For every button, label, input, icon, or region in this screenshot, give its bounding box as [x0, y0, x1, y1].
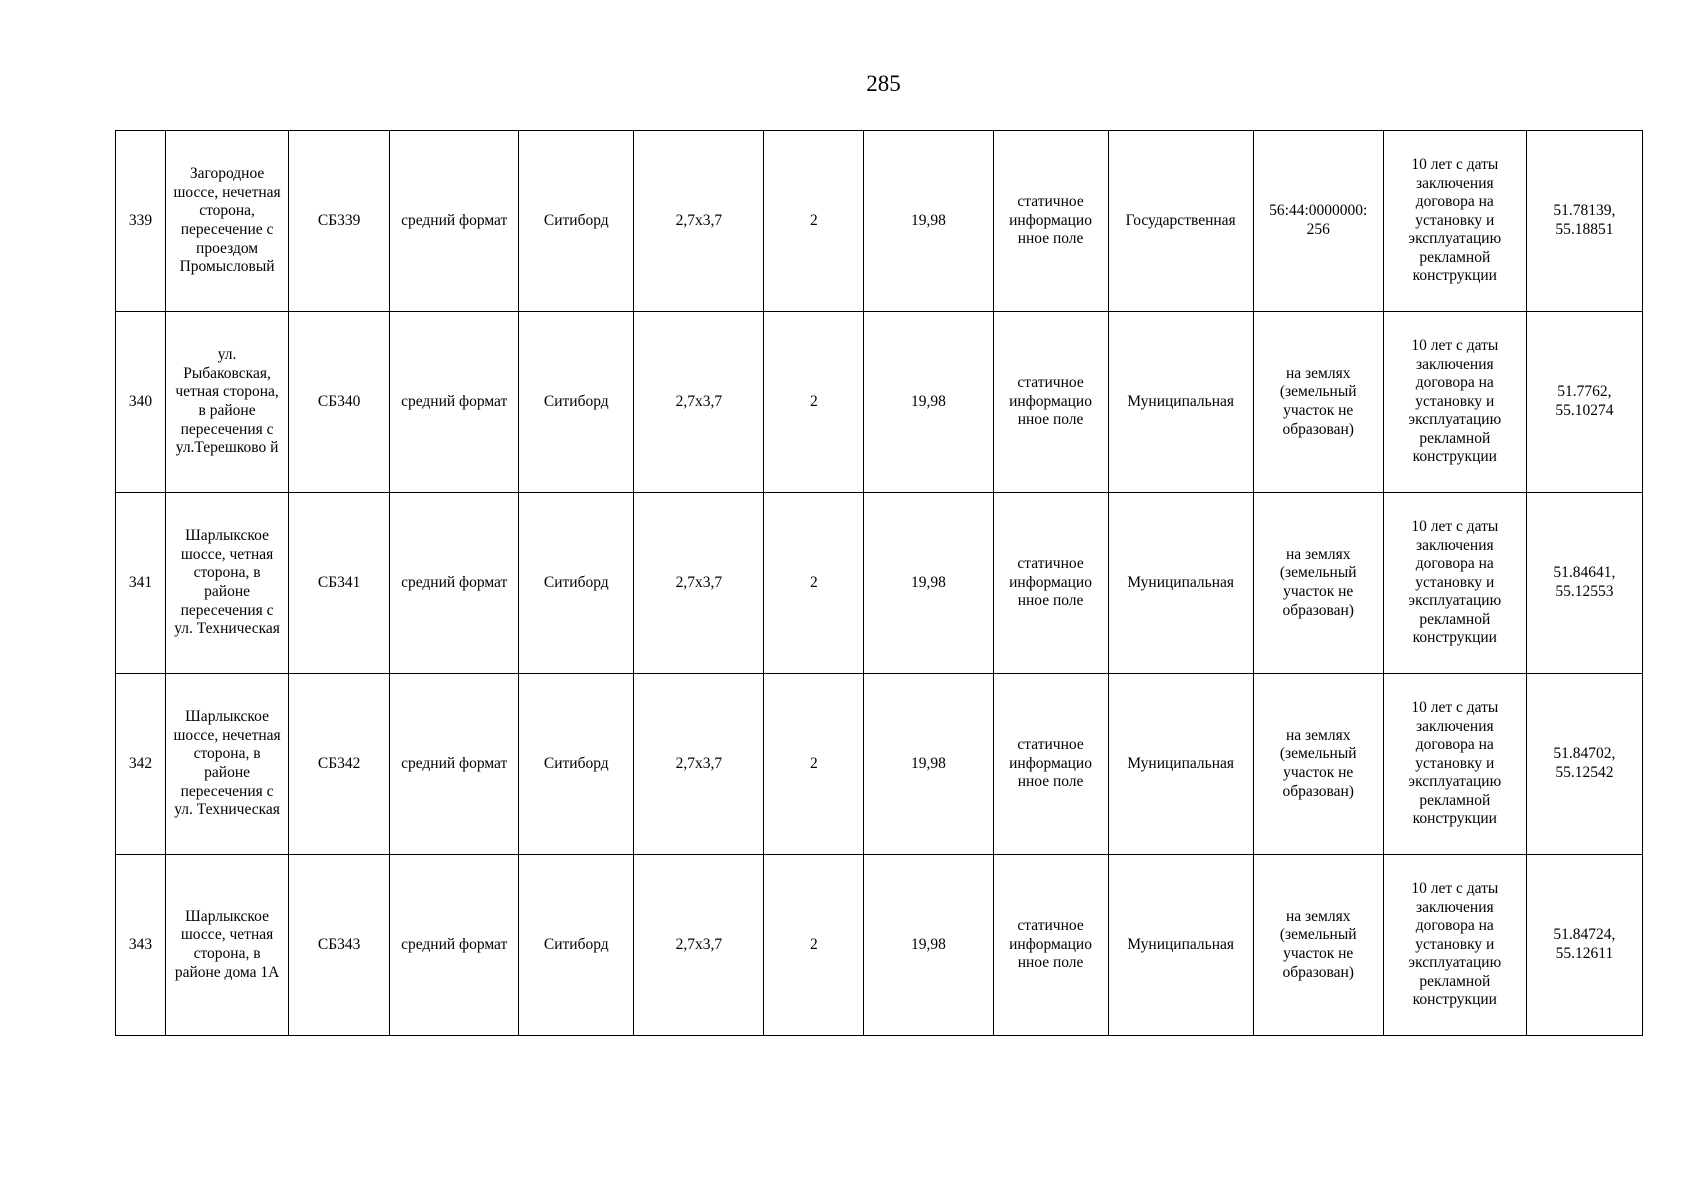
- coordinates-cell: 51.84641, 55.12553: [1526, 493, 1642, 674]
- area-cell: 19,98: [864, 131, 993, 312]
- info-field-cell: статичное информацио нное поле: [993, 131, 1108, 312]
- row-number: 343: [116, 855, 166, 1036]
- coordinates-cell: 51.78139, 55.18851: [1526, 131, 1642, 312]
- row-number: 341: [116, 493, 166, 674]
- format-cell: средний формат: [390, 131, 519, 312]
- address-cell: ул. Рыбаковская, четная сторона, в районе пересечения с ул.Терешково й: [166, 312, 289, 493]
- structure-code-cell: СБ340: [289, 312, 390, 493]
- ownership-cell: Муниципальная: [1108, 674, 1253, 855]
- sides-count-cell: 2: [764, 674, 864, 855]
- ad-structures-table: [115, 130, 1643, 1036]
- size-cell: 2,7x3,7: [634, 493, 764, 674]
- structure-type-cell: Ситиборд: [519, 493, 634, 674]
- structure-code-cell: СБ339: [289, 131, 390, 312]
- cadastre-cell: 56:44:0000000: 256: [1253, 131, 1383, 312]
- info-field-cell: статичное информацио нное поле: [993, 855, 1108, 1036]
- cadastre-cell: на землях (земельный участок не образован): [1253, 493, 1383, 674]
- size-cell: 2,7x3,7: [634, 855, 764, 1036]
- size-cell: 2,7x3,7: [634, 312, 764, 493]
- row-number: 342: [116, 674, 166, 855]
- table-row: [116, 674, 1643, 855]
- info-field-cell: статичное информацио нное поле: [993, 493, 1108, 674]
- info-field-cell: статичное информацио нное поле: [993, 312, 1108, 493]
- sides-count-cell: 2: [764, 131, 864, 312]
- structure-code-cell: СБ342: [289, 674, 390, 855]
- area-cell: 19,98: [864, 312, 993, 493]
- table-row: [116, 855, 1643, 1036]
- structure-code-cell: СБ343: [289, 855, 390, 1036]
- table-row: [116, 312, 1643, 493]
- coordinates-cell: 51.7762, 55.10274: [1526, 312, 1642, 493]
- size-cell: 2,7x3,7: [634, 131, 764, 312]
- cadastre-cell: на землях (земельный участок не образован): [1253, 674, 1383, 855]
- format-cell: средний формат: [390, 855, 519, 1036]
- ownership-cell: Муниципальная: [1108, 855, 1253, 1036]
- format-cell: средний формат: [390, 493, 519, 674]
- address-cell: Шарлыкское шоссе, четная сторона, в районе пересечения с ул. Техническая: [166, 493, 289, 674]
- cadastre-cell: на землях (земельный участок не образован): [1253, 855, 1383, 1036]
- coordinates-cell: 51.84702, 55.12542: [1526, 674, 1642, 855]
- area-cell: 19,98: [864, 855, 993, 1036]
- sides-count-cell: 2: [764, 312, 864, 493]
- page-number: 285: [866, 71, 901, 96]
- term-cell: 10 лет с даты заключения договора на установку и эксплуатацию рекламной конструкции: [1383, 855, 1526, 1036]
- coordinates-cell: 51.84724, 55.12611: [1526, 855, 1642, 1036]
- table-row: [116, 493, 1643, 674]
- ownership-cell: Муниципальная: [1108, 312, 1253, 493]
- structure-type-cell: Ситиборд: [519, 674, 634, 855]
- table-row: [116, 131, 1643, 312]
- structure-code-cell: СБ341: [289, 493, 390, 674]
- structure-type-cell: Ситиборд: [519, 131, 634, 312]
- sides-count-cell: 2: [764, 493, 864, 674]
- address-cell: Шарлыкское шоссе, нечетная сторона, в районе пересечения с ул. Техническая: [166, 674, 289, 855]
- row-number: 340: [116, 312, 166, 493]
- size-cell: 2,7x3,7: [634, 674, 764, 855]
- area-cell: 19,98: [864, 493, 993, 674]
- area-cell: 19,98: [864, 674, 993, 855]
- format-cell: средний формат: [390, 674, 519, 855]
- term-cell: 10 лет с даты заключения договора на установку и эксплуатацию рекламной конструкции: [1383, 493, 1526, 674]
- structure-type-cell: Ситиборд: [519, 855, 634, 1036]
- ownership-cell: Государственная: [1108, 131, 1253, 312]
- ownership-cell: Муниципальная: [1108, 493, 1253, 674]
- address-cell: Шарлыкское шоссе, четная сторона, в районе дома 1А: [166, 855, 289, 1036]
- term-cell: 10 лет с даты заключения договора на установку и эксплуатацию рекламной конструкции: [1383, 674, 1526, 855]
- info-field-cell: статичное информацио нное поле: [993, 674, 1108, 855]
- structure-type-cell: Ситиборд: [519, 312, 634, 493]
- address-cell: Загородное шоссе, нечетная сторона, пересечение с проездом Промысловый: [166, 131, 289, 312]
- cadastre-cell: на землях (земельный участок не образован): [1253, 312, 1383, 493]
- format-cell: средний формат: [390, 312, 519, 493]
- term-cell: 10 лет с даты заключения договора на установку и эксплуатацию рекламной конструкции: [1383, 312, 1526, 493]
- term-cell: 10 лет с даты заключения договора на установку и эксплуатацию рекламной конструкции: [1383, 131, 1526, 312]
- sides-count-cell: 2: [764, 855, 864, 1036]
- row-number: 339: [116, 131, 166, 312]
